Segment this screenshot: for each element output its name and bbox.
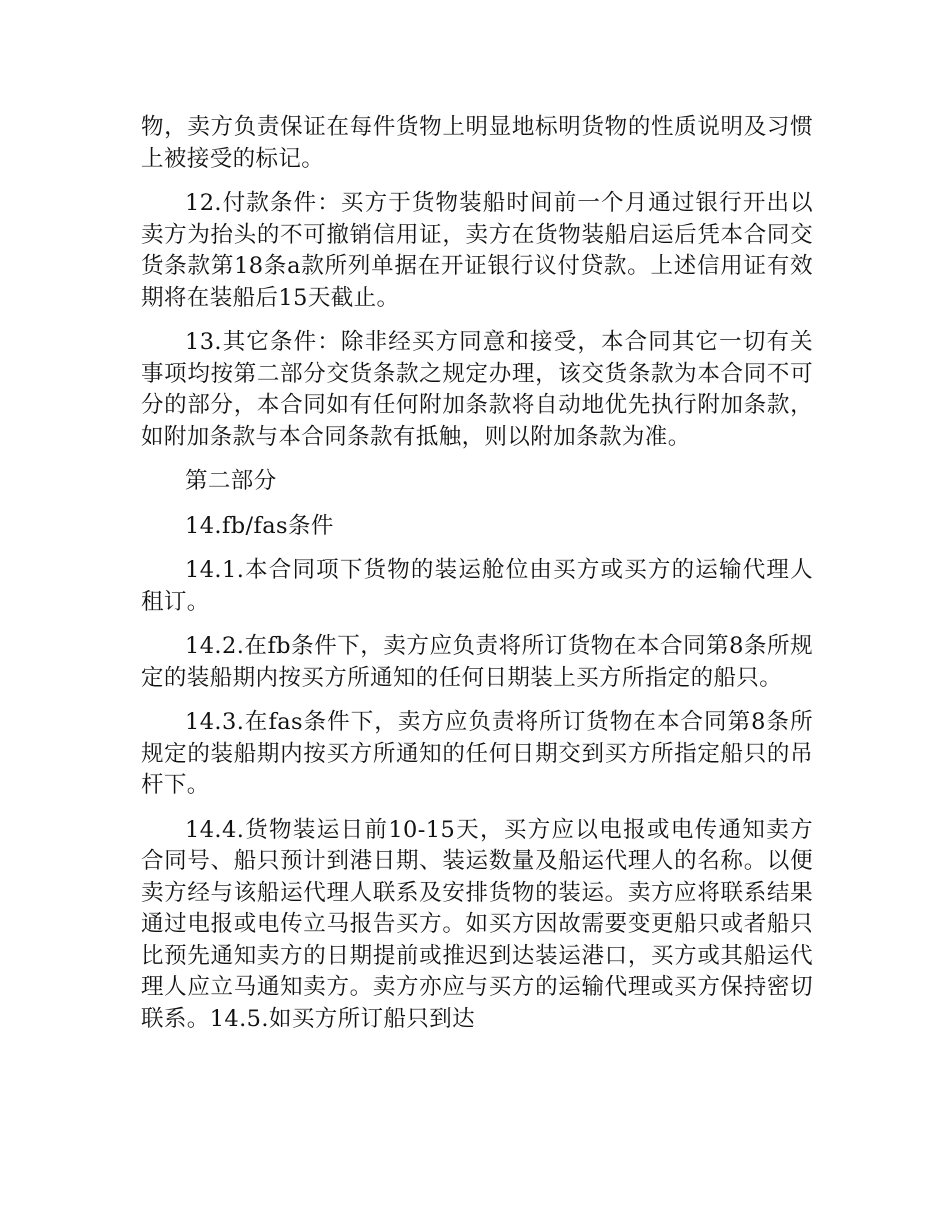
section-heading-part-two: 第二部分	[185, 468, 277, 494]
paragraph-continuation: 物，卖方负责保证在每件货物上明显地标明货物的性质说明及习惯上被接受的标记。	[141, 114, 813, 172]
paragraph-clause-13: 13.其它条件：除非经买方同意和接受，本合同其它一切有关事项均按第二部分交货条款之规定办理，该交货条款为本合同不可分的部分，本合同如有任何附加条款将自动地优先执行附加条款，如附加条款与本合同条款有抵触，则以附加条款为准。	[141, 329, 813, 450]
paragraph-clause-12: 12.付款条件：买方于货物装船时间前一个月通过银行开出以卖方为抬头的不可撤销信用证，卖方在货物装船启运后凭本合同交货条款第18条a款所列单据在开证银行议付贷款。上述信用证有效期将在装船后15天截止。	[141, 190, 813, 311]
document-body	[141, 112, 813, 1048]
paragraph-clause-14-2: 14.2.在fb条件下，卖方应负责将所订货物在本合同第8条所规定的装船期内按买方所通知的任何日期装上买方所指定的船只。	[141, 633, 813, 691]
paragraph-clause-14-3: 14.3.在fas条件下，卖方应负责将所订货物在本合同第8条所规定的装船期内按买方所通知的任何日期交到买方所指定船只的吊杆下。	[141, 709, 813, 798]
paragraph-clause-14-1: 14.1.本合同项下货物的装运舱位由买方或买方的运输代理人租订。	[141, 557, 813, 615]
clause-heading-14: 14.fb/fas条件	[185, 512, 334, 539]
paragraph-clause-14-4: 14.4.货物装运日前10-15天，买方应以电报或电传通知卖方合同号、船只预计到港日期、装运数量及船运代理人的名称。以便卖方经与该船运代理人联系及安排货物的装运。卖方应将联系结果通过电报或电传立马报告买方。如买方因故需要变更船只或者船只比预先通知卖方的日期提前或推迟到达装运港口，买方或其船运代理人应立马通知卖方。卖方亦应与买方的运输代理或买方保持密切联系。14.5.如买方所订船只到达	[141, 816, 813, 1032]
